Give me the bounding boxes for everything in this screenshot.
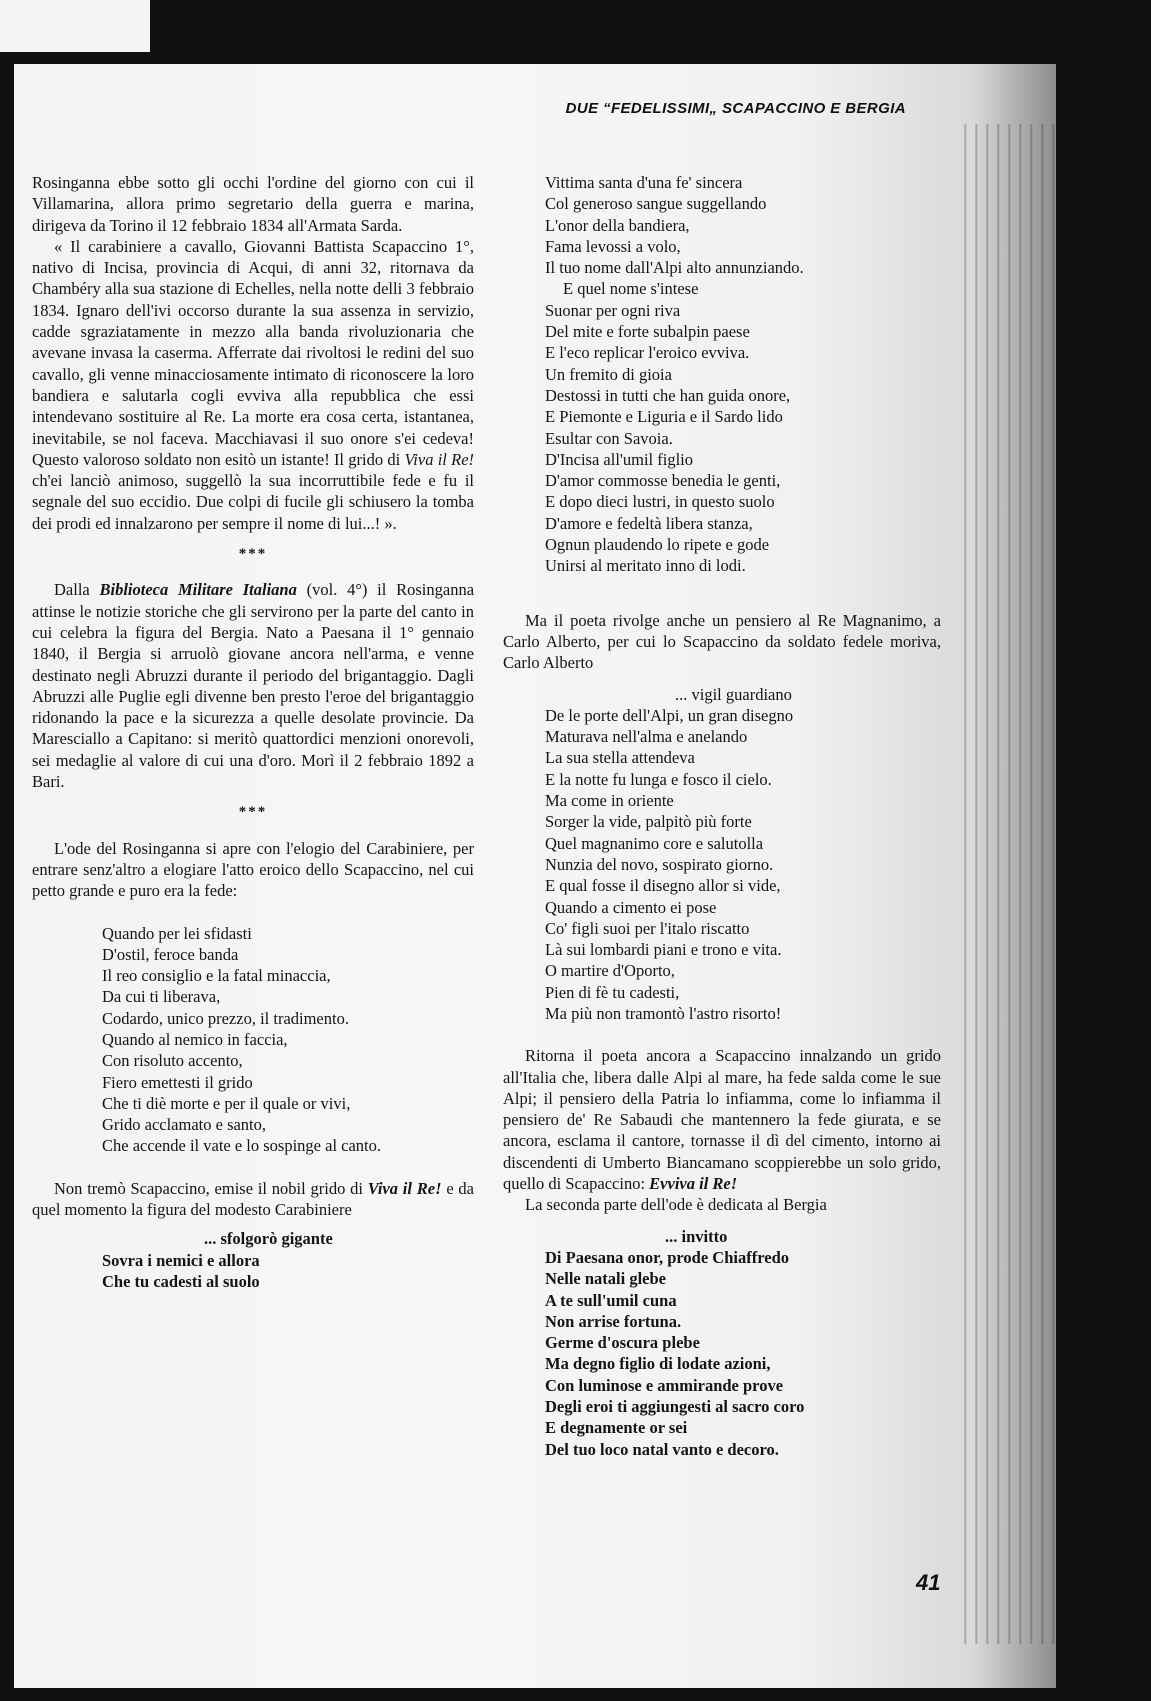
verse-line: Il tuo nome dall'Alpi alto annunziando. (545, 258, 804, 278)
verse-line: Là sui lombardi piani e trono e vita. (545, 940, 782, 960)
verse-line: D'amor commosse benedia le genti, (545, 471, 781, 491)
verse-line: E quel nome s'intese (563, 279, 699, 299)
verse-line: E la notte fu lunga e fosco il cielo. (545, 769, 772, 789)
verse-line: Unirsi al meritato inno di lodi. (545, 556, 746, 576)
verse-line: O martire d'Oporto, (545, 961, 675, 981)
verse-line: E Piemonte e Liguria e il Sardo lido (545, 407, 783, 427)
verse-line: Ma come in oriente (545, 791, 674, 811)
running-head: DUE “FEDELISSIMI„ SCAPACCINO E BERGIA (565, 100, 906, 117)
text-italic: Viva il Re! (367, 1178, 442, 1198)
verse-line: Vittima santa d'una fe' sincera (545, 173, 743, 192)
verse-line: Non arrise fortuna. (545, 1311, 682, 1331)
verse-line: E l'eco replicar l'eroico evviva. (545, 343, 750, 363)
verse-line: Nelle natali glebe (545, 1269, 666, 1289)
verse-line: Quando al nemico in faccia, (102, 1029, 288, 1049)
verse-line: Col generoso sangue suggellando (545, 194, 767, 214)
paragraph: Ma il poeta rivolge anche un pensiero al Re Magnanimo, a Carlo Alberto, per cui lo Scapaccino da soldato fedele moriva, Carlo Alberto (503, 610, 941, 673)
verse-line: D'amore e fedeltà libera stanza, (545, 513, 753, 533)
verse-block (503, 684, 941, 1025)
text: Ritorna il poeta ancora a Scapaccino innalzando un grido all'Italia che, libera dalle Alpi al mare, ha fede salda come le sue Alpi; il pensiero della Patria lo infiamma, come lo infiamma il pensiero de' Re Sabaudi che mantennero la fede giurata, e se ancora, esclama il cantore, tornasse il dì del cimento, intorno ai discendenti di Umberto Biancamano scoppierebbe un solo grido, quello di Scapaccino: (503, 1046, 941, 1194)
verse-line: Da cui ti liberava, (102, 987, 221, 1007)
verse-line: Del tuo loco natal vanto e decoro. (545, 1439, 779, 1459)
verse-line: E degnamente or sei (545, 1418, 688, 1438)
quote-text-end: ch'ei lanciò animoso, suggellò la sua incorruttibile fede e fu il segnale del suo eccidio. Due colpi di fucile gli schiusero la tomba dei prodi ed innalzarono per sempre il nome di lui...! ». (32, 471, 474, 533)
quoted-order-paragraph (32, 236, 474, 534)
verse-line: E qual fosse il disegno allor si vide, (545, 876, 781, 896)
verse-line: Esultar con Savoia. (545, 428, 673, 448)
text: Dalla (54, 580, 90, 600)
quote-italic: Viva il Re! (404, 449, 475, 469)
verse-line: ... sfolgorò gigante (204, 1229, 333, 1249)
verse-line: Suonar per ogni riva (545, 300, 681, 320)
verse-block (503, 1226, 941, 1460)
verse-line: Un fremito di gioia (545, 364, 672, 384)
verse-line: La sua stella attendeva (545, 748, 695, 768)
verse-line: Maturava nell'alma e anelando (545, 727, 748, 747)
section-separator: *** (238, 546, 268, 563)
book-page (14, 64, 1056, 1688)
verse-line: Ma più non tramontò l'astro risorto! (545, 1003, 782, 1023)
verse-line: L'onor della bandiera, (545, 215, 690, 235)
text-italic: Evviva il Re! (649, 1174, 738, 1194)
verse-line: ... vigil guardiano (675, 684, 792, 704)
verse-line: Codardo, unico prezzo, il tradimento. (102, 1008, 349, 1028)
page-number: 41 (916, 1570, 941, 1595)
verse-line: Quando per lei sfidasti (102, 923, 252, 943)
verse-line: Con luminose e ammirande prove (545, 1375, 784, 1395)
text: Non tremò Scapaccino, emise il nobil grido di (54, 1178, 363, 1198)
verse-line: Nunzia del novo, sospirato giorno. (545, 854, 774, 874)
verse-line: Con risoluto accento, (102, 1051, 243, 1071)
verse-line: D'ostil, feroce banda (102, 944, 239, 964)
verse-line: D'Incisa all'umil figlio (545, 449, 694, 469)
right-column (503, 172, 941, 1460)
verse-line: A te sull'umil cuna (545, 1290, 677, 1310)
verse-line: Che accende il vate e lo sospinge al canto. (102, 1136, 382, 1156)
verse-line: Pien di fè tu cadesti, (545, 982, 680, 1002)
verse-line: Sorger la vide, palpitò più forte (545, 812, 752, 832)
paragraph (32, 579, 474, 792)
verse-line: Che ti diè morte e per il quale or vivi, (102, 1093, 351, 1113)
book-title: Biblioteca Militare Italiana (99, 580, 297, 600)
paragraph (32, 1178, 474, 1221)
verse-block (503, 172, 941, 577)
verse-line: Ognun plaudendo lo ripete e gode (545, 535, 770, 555)
paragraph: La seconda parte dell'ode è dedicata al Bergia (525, 1195, 827, 1215)
verse-line: ... invitto (665, 1226, 728, 1246)
verse-line: Di Paesana onor, prode Chiaffredo (545, 1247, 790, 1267)
verse-line: Grido acclamato e santo, (102, 1115, 267, 1135)
verse-line: Fiero emettesti il grido (102, 1072, 253, 1092)
verse-line: Co' figli suoi per l'italo riscatto (545, 918, 750, 938)
verse-line: Sovra i nemici e allora (102, 1250, 260, 1270)
verse-line: Che tu cadesti al suolo (102, 1271, 260, 1291)
verse-line: Ma degno figlio di lodate azioni, (545, 1354, 771, 1374)
text: e da quel momento la figura del modesto Carabiniere (32, 1178, 475, 1220)
verse-line: Quando a cimento ei pose (545, 897, 717, 917)
paragraph: L'ode del Rosinganna si apre con l'elogio del Carabiniere, per entrare senz'altro a elogiare l'atto eroico dello Scapaccino, nel cui petto grande e puro era la fede: (32, 838, 474, 901)
text: (vol. 4°) il Rosinganna attinse le notizie storiche che gli servirono per la parte del canto in cui celebra la figura del Bergia. Nato a Paesana il 1° gennaio 1840, il Bergia si arruolò giovane ancora nell'arma, e venne destinato negli Abruzzi durante il periodo del brigantaggio. Dagli Abruzzi alle Puglie egli divenne ben presto l'eroe del brigantaggio ridonando la pace e la sicurezza a quelle desolate provincie. Da Maresciallo a Capitano: si meritò quattordici menzioni onorevoli, sei medaglie al valore di cui una d'oro. Morì il 2 febbraio 1892 a Bari. (32, 580, 475, 792)
page-edge-shadow (956, 124, 1056, 1644)
verse-line: Il reo consiglio e la fatal minaccia, (102, 966, 331, 986)
quote-text: « Il carabiniere a cavallo, Giovanni Battista Scapaccino 1°, nativo di Incisa, provincia di Acqui, di anni 32, ritornava da Chambéry alla sua stazione di Echelles, nella notte delli 3 febbraio 1834. Ignaro dell'ivi occorso durante la sua assenza in servizio, cadde sgraziatamente in mezzo alla banda rivoluzionaria che avevane invasa la caserma. Afferrate dai rivoltosi le redini del suo cavallo, gli venne minacciosamente intimato di riconoscere la loro bandiera e salutarla cogli evviva alla repubblica che essi intendevano sostituire al Re. La morte era cosa certa, istantanea, inevitabile, se nol faceva. Macchiavasi il suo onore s'ei cedeva! Questo valoroso soldato non esitò un istante! Il grido di (32, 236, 474, 469)
paragraph: Rosinganna ebbe sotto gli occhi l'ordine del giorno con cui il Villamarina, allora primo segretario della guerra e marina, dirigeva da Torino il 12 febbraio 1834 all'Armata Sarda. (32, 173, 474, 235)
verse-line: De le porte dell'Alpi, un gran disegno (545, 705, 794, 725)
section-separator: *** (238, 804, 268, 821)
verse-line: Quel magnanimo core e salutolla (545, 833, 764, 853)
verse-block (32, 923, 474, 1157)
verse-block (32, 1228, 474, 1292)
verse-line: Fama levossi a volo, (545, 236, 681, 256)
verse-line: E dopo dieci lustri, in questo suolo (545, 492, 775, 512)
left-column (32, 172, 474, 1292)
verse-line: Destossi in tutti che han guida onore, (545, 385, 791, 405)
paragraph (503, 1045, 941, 1194)
scan-corner (0, 0, 150, 52)
verse-line: Del mite e forte subalpin paese (545, 322, 750, 342)
verse-line: Degli eroi ti aggiungesti al sacro coro (545, 1397, 805, 1417)
verse-line: Germe d'oscura plebe (545, 1333, 700, 1353)
